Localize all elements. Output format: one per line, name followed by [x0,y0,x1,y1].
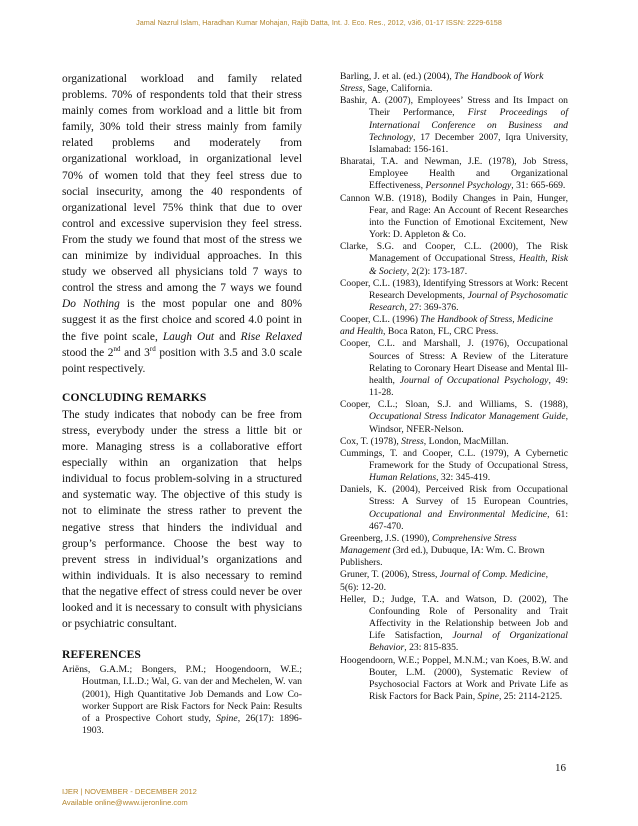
reference-item: Clarke, S.G. and Cooper, C.L. (2000), The Risk Management of Occupational Stress, Health, Risk & Society, 2(2): 173-187. [340,241,568,277]
references-heading: REFERENCES [62,648,141,662]
reference-item: Cooper, C.L.; Sloan, S.J. and Williams, S. (1988), Occupational Stress Indicator Management Guide, Windsor, NFER-Nelson. [340,399,568,435]
reference-item: Ariëns, G.A.M.; Bongers, P.M.; Hoogendoorn, W.E.; Houtman, I.L.D.; Wal, G. van der and Mechelen, W. van (2001), High Quantitative Job Demands and Low Co-worker Support are Risk Factors for Neck Pain: Results of a Prospective Cohort study, Spine, 26(17): 1896-1903. [62,664,303,737]
reference-item: Cooper, C.L. (1996) The Handbook of Stress, Medicine and Health, Boca Raton, FL, CRC Press. [340,314,553,338]
running-header: Jamal Nazrul Islam, Haradhan Kumar Mohajan, Rajib Datta, Int. J. Eco. Res., 2012, v3i6, 01-17 ISSN: 2229-6158 [136,18,502,27]
intro-paragraph: organizational workload and family related problems. 70% of respondents told that their stress mainly comes from workload and a little bit from family, 30% told their stress mainly from family related problems and moderately from organizational workload, in organizational level 70% of women told that they feel stress due to social insecurity, among the 40 respondents of organizational level 75% think that due to over control and excessive supervision they feel stress. From the study we found that most of the stress we can minimize by individual approaches. In this study we observed all physicians told 7 ways to control the stress and among the 7 ways we found Do Nothing is the most popular one and 80% suggest it as the first choice and scored 4.0 point in the five point scale, Laugh Out and Rise Relaxed stood the 2nd and 3rd position with 3.5 and 3.0 scale point respectively. [62,73,302,375]
reference-item: Bashir, A. (2007), Employees’ Stress and Its Impact on Their Performance, First Proceedings of International Conference on Business and Technology, 17 December 2007, Iqra University, Islamabad: 156-161. [340,95,568,155]
reference-item: Cummings, T. and Cooper, C.L. (1979), A Cybernetic Framework for the Study of Occupational Stress, Human Relations, 32: 345-419. [340,447,568,484]
journal-footer [62,786,197,808]
reference-item: Cannon W.B. (1918), Bodily Changes in Pain, Hunger, Fear, and Rage: An Account of Recent Researches into the Function of Emotional Excitement, New York: D. Appleton & Co. [340,192,568,241]
reference-item: Heller, D.; Judge, T.A. and Watson, D. (2002), The Confounding Role of Personality and Trait Affectivity in the Relationship between Job and Life Satisfaction, Journal of Organizational Behavior, 23: 815-835. [340,593,568,654]
right-column [340,71,568,703]
reference-item: Cooper, C.L. and Marshall, J. (1976), Occupational Sources of Stress: A Review of the Literature Relating to Coronary Heart Disease and Mental Ill-health, Journal of Occupational Psychology, 49: 11-28. [340,338,568,399]
footer-website: Available online@www.ijeronline.com [62,798,188,807]
reference-item: Cox, T. (1978), Stress, London, MacMillan. [340,435,509,447]
page-number: 16 [555,762,566,774]
concluding-remarks-heading: CONCLUDING REMARKS [62,390,207,404]
reference-item: Bharatai, T.A. and Newman, J.E. (1978), Job Stress, Employee Health and Organizational Effectiveness, Personnel Psychology, 31: 665-669. [340,156,568,192]
reference-item: Greenberg, J.S. (1990), Comprehensive Stress Management (3rd ed.), Dubuque, IA: Wm. C. Brown Publishers. [340,532,545,569]
reference-item: Daniels, K. (2004), Perceived Risk from Occupational Stress: A Survey of 15 European Countries, Occupational and Environmental Medicine, 61: 467-470. [340,484,568,532]
reference-item: Barling, J. et al. (ed.) (2004), The Handbook of Work Stress, Sage, California. [340,71,544,95]
concluding-paragraph: The study indicates that nobody can be free from stress, everybody under the stress a little bit or more. Managing stress is a collaborative effort especially within an organization that helps individual to focus problem-solving in a structured and systematic way. The objective of this study is not to eliminate the stress rather to prevent the negative stress that hinders the individual and group’s performance. Choose the best way to prevent stress in individual’s organizations and within individuals. It is also necessary to remind that the negative effect of stress could never be over looked and it is necessary to consult with physicians or psychiatric consultant. [62,408,302,631]
reference-item: Gruner, T. (2006), Stress, Journal of Comp. Medicine, 5(6): 12-20. [340,569,549,593]
footer-issue: IJER | NOVEMBER - DECEMBER 2012 [62,787,197,796]
reference-item: Cooper, C.L. (1983), Identifying Stressors at Work: Recent Research Developments, Journal of Psychosomatic Research, 27: 369-376. [340,277,569,313]
reference-item: Hoogendoorn, W.E.; Poppel, M.N.M.; van Koes, B.W. and Bouter, L.M. (2000), Systematic Review of Psychosocial Factors at Work and Private Life as Risk Factors for Back Pain, Spine, 25: 2114-2125. [340,654,568,702]
reference-list [340,71,568,703]
left-column [62,71,302,738]
